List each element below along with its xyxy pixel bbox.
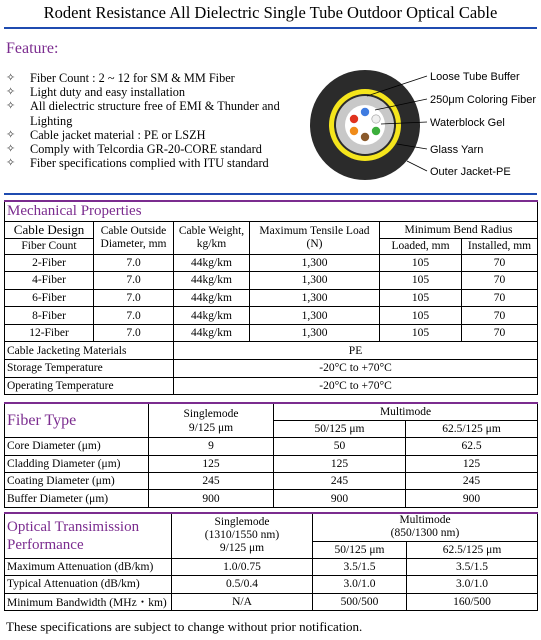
fiber-dot bbox=[350, 127, 358, 135]
table-row: 6-Fiber 7.0 44kg/km 1,300 105 70 bbox=[5, 289, 538, 307]
col-header: Installed, mm bbox=[462, 238, 538, 254]
fiber-dot bbox=[372, 115, 380, 123]
col-header: Multimode (850/1300 nm) bbox=[313, 513, 538, 541]
table-row: Buffer Diameter (μm) 900 900 900 bbox=[5, 490, 538, 507]
col-header: Cable Design bbox=[5, 221, 94, 238]
label-waterblock-gel: Waterblock Gel bbox=[430, 117, 505, 129]
col-header: 50/125 μm bbox=[313, 541, 407, 558]
optical-performance-table bbox=[4, 512, 538, 611]
fiber-type-table bbox=[4, 402, 538, 508]
col-header: Multimode bbox=[274, 403, 538, 420]
table-row: 12-Fiber 7.0 44kg/km 1,300 105 70 bbox=[5, 324, 538, 342]
col-header: Singlemode (1310/1550 nm) 9/125 μm bbox=[172, 513, 313, 558]
col-header: 62.5/125 μm bbox=[407, 541, 538, 558]
feature-heading: Feature: bbox=[6, 40, 59, 57]
table-row: Minimum Bandwidth (MHz・km) N/A 500/500 160/500 bbox=[5, 593, 538, 610]
table-row: Core Diameter (μm) 9 50 62.5 bbox=[5, 438, 538, 455]
title-divider bbox=[4, 27, 537, 29]
col-header: Minimum Bend Radius bbox=[380, 221, 538, 238]
col-header: Singlemode 9/125 μm bbox=[149, 403, 274, 438]
col-header: 62.5/125 μm bbox=[406, 420, 538, 437]
fiber-dot bbox=[372, 127, 380, 135]
mechanical-properties-table bbox=[4, 200, 538, 395]
label-coloring-fiber: 250μm Coloring Fiber bbox=[430, 94, 536, 106]
table-row: Cable Jacketing Materials PE bbox=[5, 342, 538, 360]
col-header: Loaded, mm bbox=[380, 238, 462, 254]
section-divider bbox=[4, 193, 537, 195]
feature-item: ✧ All dielectric structure free of EMI & Thunder and Lighting bbox=[6, 99, 280, 128]
col-header: 50/125 μm bbox=[274, 420, 406, 437]
fiber-dot bbox=[350, 115, 358, 123]
sparkle-icon: ✧ bbox=[6, 72, 16, 84]
disclaimer-note: These specifications are subject to change without prior notification. bbox=[6, 619, 363, 634]
table-row: 8-Fiber 7.0 44kg/km 1,300 105 70 bbox=[5, 307, 538, 325]
cable-cross-section-diagram bbox=[309, 58, 541, 198]
section-title: Optical Transimission Performance bbox=[5, 513, 172, 558]
feature-item: ✧ Comply with Telcordia GR-20-CORE standard bbox=[6, 142, 262, 157]
table-row: Maximum Attenuation (dB/km) 1.0/0.75 3.5/1.5 3.5/1.5 bbox=[5, 558, 538, 575]
table-row: Typical Attenuation (dB/km) 0.5/0.4 3.0/1.0 3.0/1.0 bbox=[5, 576, 538, 593]
table-row: Coating Diameter (μm) 245 245 245 bbox=[5, 473, 538, 490]
feature-item: ✧ Light duty and easy installation bbox=[6, 85, 186, 100]
section-title: Fiber Type bbox=[5, 403, 149, 438]
sparkle-icon: ✧ bbox=[6, 157, 16, 170]
table-row: Operating Temperature -20°C to +70°C bbox=[5, 377, 538, 395]
col-header: Fiber Count bbox=[5, 238, 94, 254]
sparkle-icon: ✧ bbox=[6, 86, 16, 99]
sparkle-icon: ✧ bbox=[6, 100, 16, 113]
table-row: Storage Temperature -20°C to +70°C bbox=[5, 360, 538, 378]
table-row: 4-Fiber 7.0 44kg/km 1,300 105 70 bbox=[5, 272, 538, 290]
feature-item: ✧ Fiber specifications complied with ITU standard bbox=[6, 156, 269, 171]
table-row: 2-Fiber 7.0 44kg/km 1,300 105 70 bbox=[5, 254, 538, 272]
table-row: Cladding Diameter (μm) 125 125 125 bbox=[5, 455, 538, 472]
fiber-dot bbox=[361, 108, 369, 116]
feature-list bbox=[6, 71, 298, 170]
label-outer-jacket: Outer Jacket-PE bbox=[430, 166, 511, 178]
feature-item: ✧ Fiber Count : 2 ~ 12 for SM & MM Fiber bbox=[6, 71, 235, 85]
sparkle-icon: ✧ bbox=[6, 143, 16, 156]
feature-item: ✧ Cable jacket material : PE or LSZH bbox=[6, 127, 206, 142]
col-header: Cable Weight, kg/km bbox=[174, 221, 250, 254]
fiber-dot bbox=[361, 133, 369, 141]
col-header: Cable Outside Diameter, mm bbox=[94, 221, 174, 254]
label-loose-tube-buffer: Loose Tube Buffer bbox=[430, 71, 520, 83]
section-title: Mechanical Properties bbox=[5, 201, 538, 221]
col-header: Maximum Tensile Load (N) bbox=[250, 221, 380, 254]
sparkle-icon: ✧ bbox=[6, 128, 16, 141]
page-title: Rodent Resistance All Dielectric Single Tube Outdoor Optical Cable bbox=[43, 3, 498, 22]
label-glass-yarn: Glass Yarn bbox=[430, 144, 484, 156]
